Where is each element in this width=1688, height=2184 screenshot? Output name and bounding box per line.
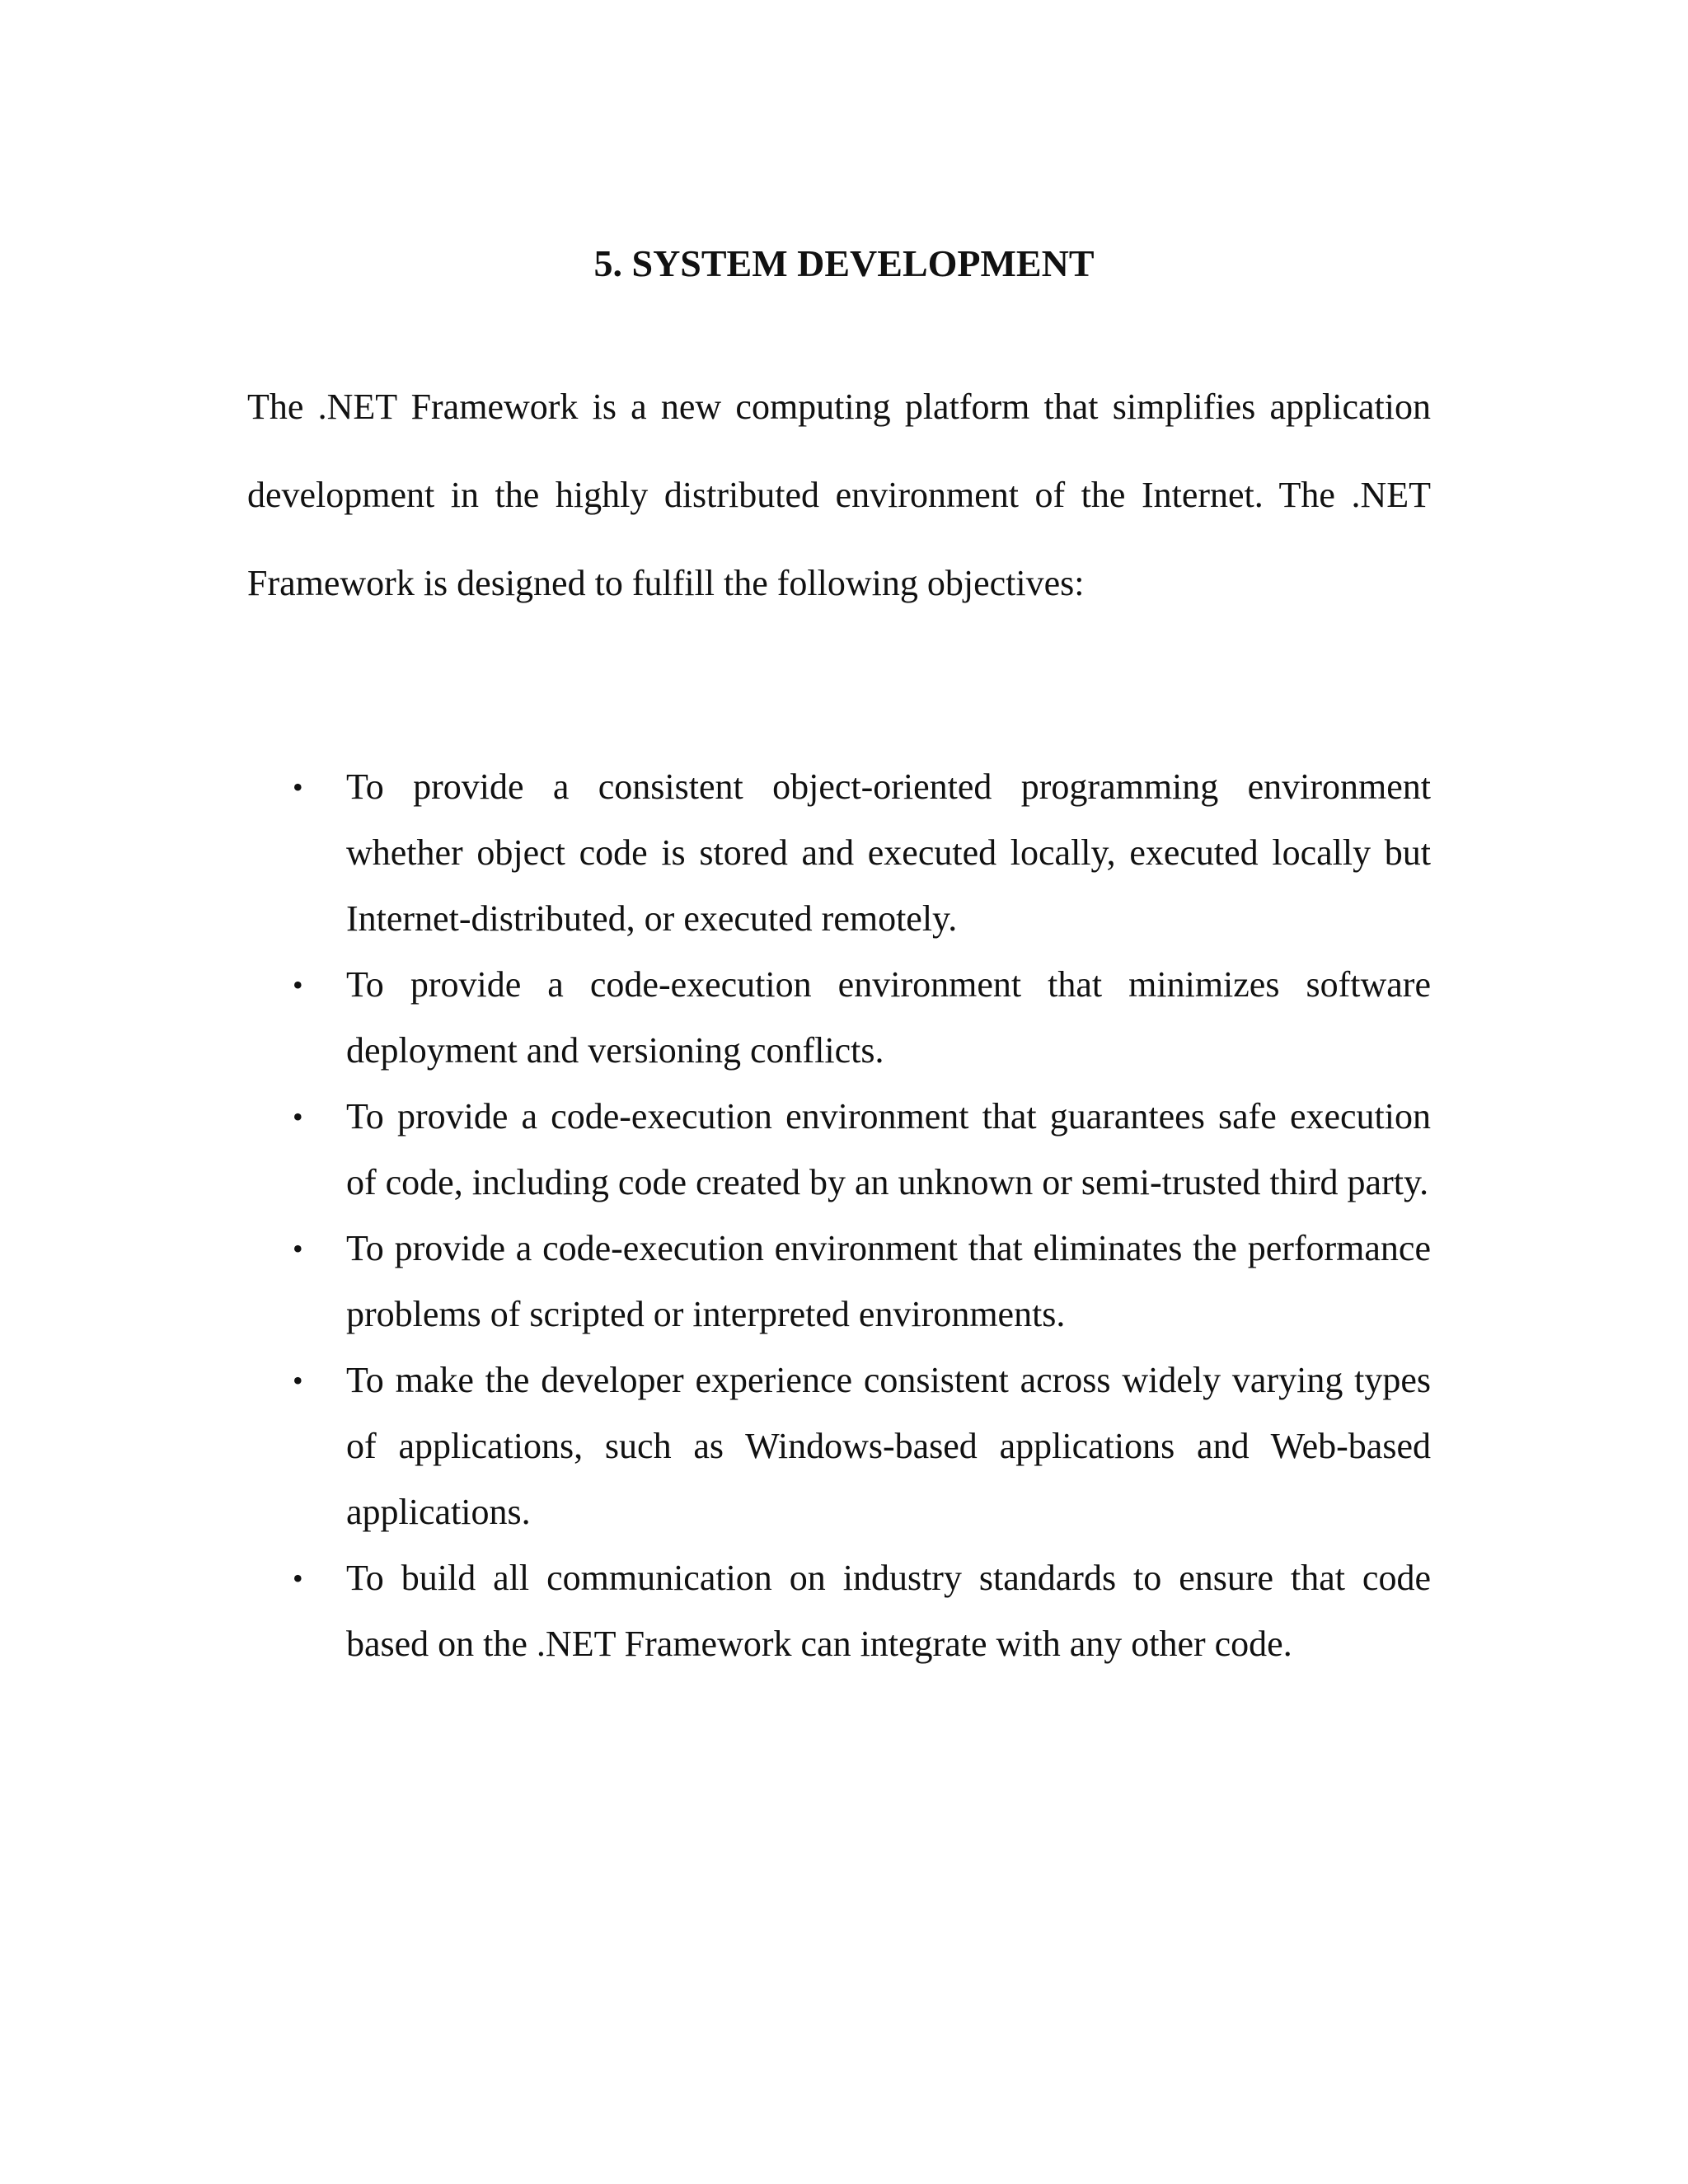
bullet-icon: • bbox=[293, 1364, 303, 1397]
objective-text: To provide a code-execution environment that guarantees safe execution of code, including code created by an unknown or semi-trusted third party. bbox=[346, 1096, 1431, 1202]
objective-item bbox=[247, 952, 1431, 1084]
objective-text: To provide a code-execution environment that eliminates the performance problems of scripted or interpreted environments. bbox=[346, 1228, 1431, 1334]
bullet-icon: • bbox=[293, 771, 303, 804]
objective-item bbox=[247, 754, 1431, 952]
objective-item bbox=[247, 1216, 1431, 1347]
bullet-icon: • bbox=[293, 968, 303, 1001]
section-heading: 5. SYSTEM DEVELOPMENT bbox=[593, 242, 1095, 284]
intro-paragraph: The .NET Framework is a new computing platform that simplifies application development in the highly distributed environment of the Internet. The .NET Framework is designed to fulfill the following objectives: bbox=[247, 387, 1431, 603]
objective-text: To build all communication on industry standards to ensure that code based on the .NET Framework can integrate with any other code. bbox=[346, 1558, 1431, 1664]
objective-item bbox=[247, 1347, 1431, 1545]
objective-text: To make the developer experience consistent across widely varying types of applications, such as Windows-based applications and Web-based applications. bbox=[346, 1360, 1431, 1532]
bullet-icon: • bbox=[293, 1232, 303, 1265]
bullet-icon: • bbox=[293, 1100, 303, 1133]
objective-text: To provide a consistent object-oriented programming environment whether object code is stored and executed locally, executed locally but Internet-distributed, or executed remotely. bbox=[346, 766, 1431, 939]
bullet-icon: • bbox=[293, 1562, 303, 1595]
objectives-list bbox=[247, 754, 1431, 1677]
objective-text: To provide a code-execution environment that minimizes software deployment and versioning conflicts. bbox=[346, 964, 1431, 1071]
objective-item bbox=[247, 1084, 1431, 1216]
objective-item bbox=[247, 1545, 1431, 1677]
